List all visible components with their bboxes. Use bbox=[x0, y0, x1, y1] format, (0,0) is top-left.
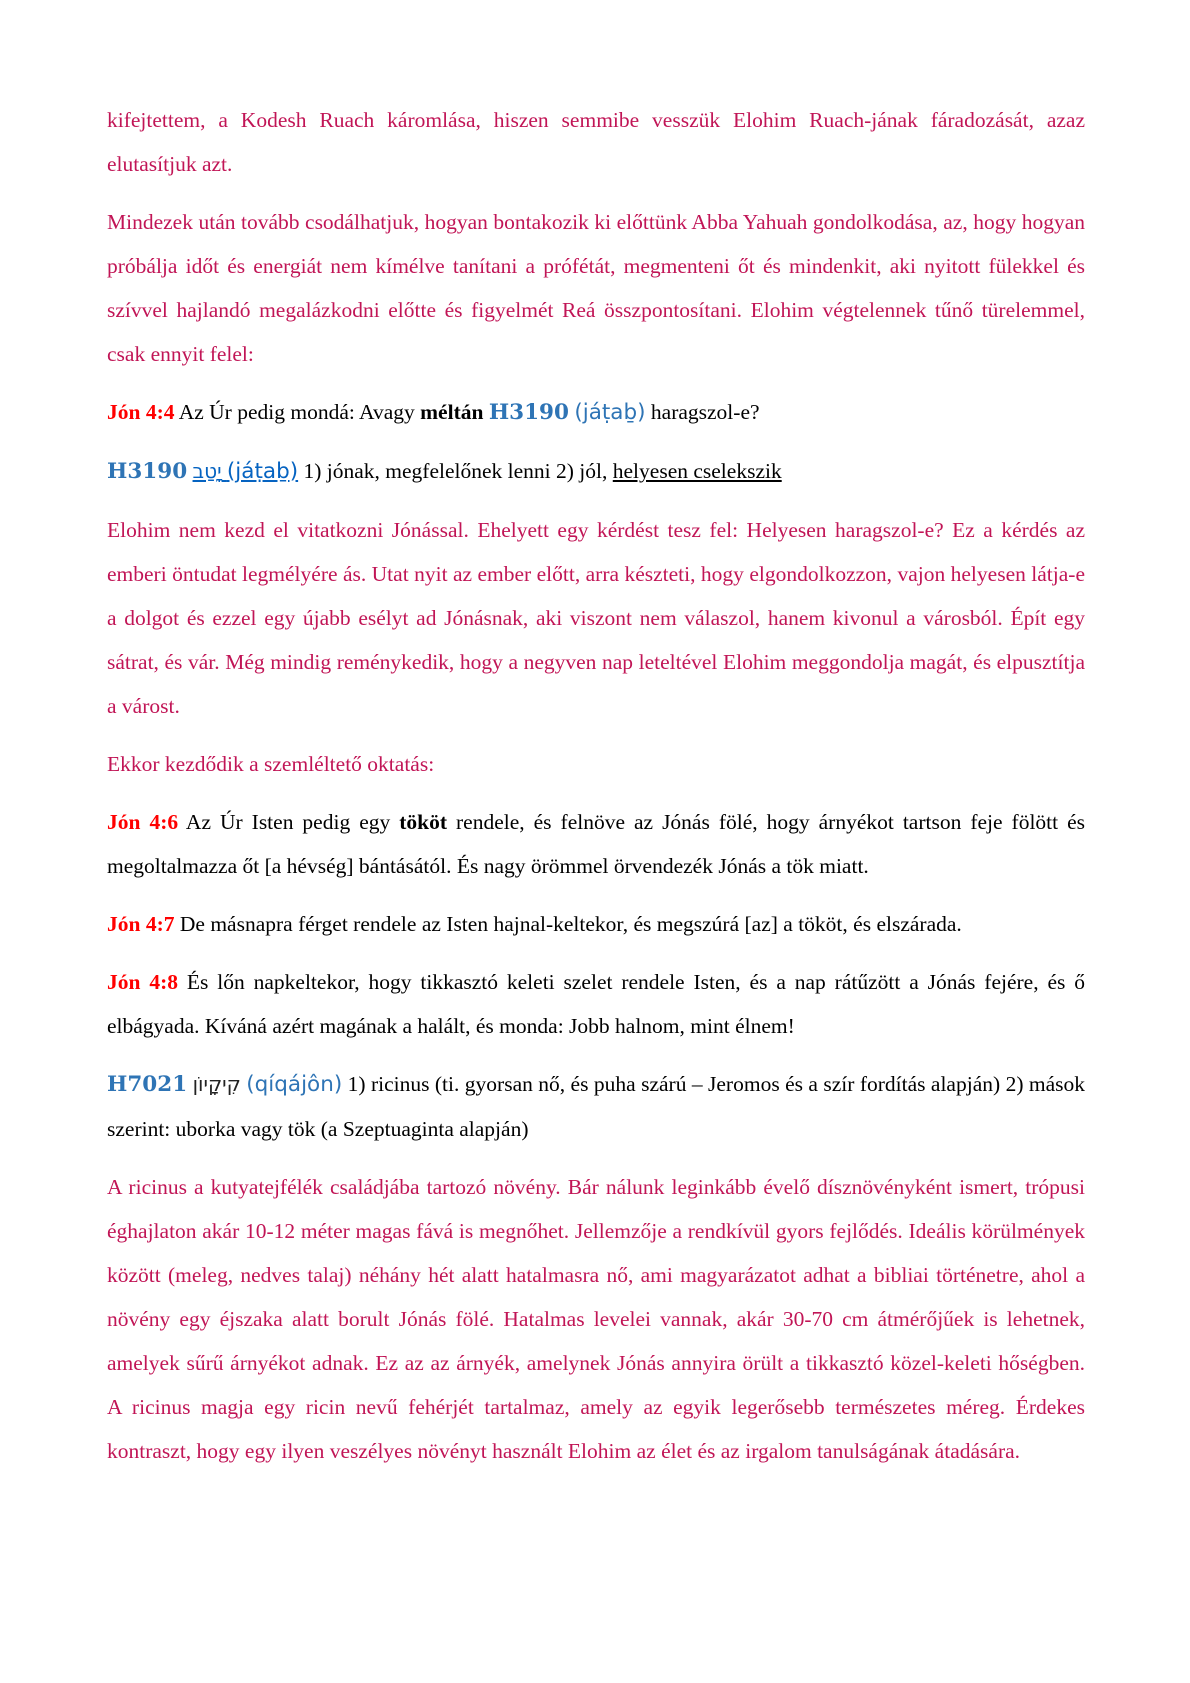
paragraph-lesson-intro-text: Ekkor kezdődik a szemléltető oktatás: bbox=[107, 752, 435, 776]
verse-emphasis: méltán bbox=[420, 400, 484, 424]
transliteration-jatab-link[interactable]: (jáṭaḇ) bbox=[226, 459, 299, 484]
paragraph-elohim-question bbox=[107, 508, 1085, 728]
verse-reference: Jón 4:6 bbox=[107, 810, 179, 834]
verse-jon-4-4 bbox=[107, 390, 1085, 435]
hebrew-word-jatab[interactable]: יָטַב bbox=[192, 459, 222, 483]
paragraph-lesson-intro bbox=[107, 742, 1085, 786]
verse-emphasis: tököt bbox=[399, 810, 448, 834]
definition-underlined-phrase: helyesen cselekszik bbox=[612, 459, 782, 483]
paragraph-reflection bbox=[107, 200, 1085, 376]
paragraph-ricinus bbox=[107, 1165, 1085, 1473]
strongs-code-h7021-label: H7021 bbox=[107, 1072, 188, 1097]
strongs-code-h3190-label: H3190 bbox=[107, 459, 188, 484]
strongs-h7021-definition bbox=[107, 1062, 1085, 1151]
strongs-code-h3190: H3190 bbox=[488, 400, 569, 425]
definition-text: 1) ricinus (ti. gyorsan nő, és puha szárú – Jeromos és a szír fordítás alapján) 2) mások szerint: uborka vagy tök (a Szeptuaginta alapján) bbox=[107, 1072, 1086, 1141]
verse-text: De másnapra férget rendele az Isten hajnal-keltekor, és megszúrá [az] a tököt, és elszárada. bbox=[179, 912, 962, 936]
paragraph-elohim-question-text: Elohim nem kezd el vitatkozni Jónással. Ehelyett egy kérdést tesz fel: Helyesen haragszol-e? Ez a kérdés az emberi öntudat legmélyére ás. Utat nyit az ember előtt, arra készteti, hogy elgondolkozzon, vajon helyesen látja-e a dolgot és ezzel egy újabb esélyt ad Jónásnak, aki viszont nem válaszol, hanem kivonul a városból. Épít egy sátrat, és vár. Még mindig reménykedik, hogy a negyven nap leteltével Elohim meggondolja magát, és elpusztítja a várost. bbox=[107, 518, 1085, 718]
verse-text: És lőn napkeltekor, hogy tikkasztó keleti szelet rendele Isten, és a nap rátűzött a Jónás fejére, és ő elbágyada. Kíváná azért magának a halált, és monda: Jobb halnom, mint élnem! bbox=[107, 970, 1085, 1038]
strongs-h3190-definition bbox=[107, 449, 1085, 494]
paragraph-intro-text: kifejtettem, a Kodesh Ruach káromlása, hiszen semmibe vesszük Elohim Ruach-jának fáradozását, azaz elutasítjuk azt. bbox=[107, 108, 1085, 176]
hebrew-word-qiqajon: קִיקָיוֹן bbox=[192, 1072, 241, 1096]
strongs-h3190-link[interactable] bbox=[193, 459, 299, 483]
definition-text: 1) jónak, megfelelőnek lenni 2) jól, bbox=[303, 459, 608, 483]
verse-text-pre: Az Úr Isten pedig egy bbox=[185, 810, 391, 834]
verse-text-post: haragszol-e? bbox=[650, 400, 760, 424]
transliteration-jatab: (jáṭaḇ) bbox=[574, 400, 646, 425]
verse-text-pre: Az Úr pedig mondá: Avagy bbox=[178, 400, 415, 424]
paragraph-ricinus-text: A ricinus a kutyatejfélék családjába tartozó növény. Bár nálunk leginkább évelő dísznövényként ismert, trópusi éghajlaton akár 10-12 méter magas fává is megnőhet. Jellemzője a rendkívül gyors fejlődés. Ideális körülmények között (meleg, nedves talaj) néhány hét alatt hatalmasra nő, ami magyarázatot adhat a bibliai történetre, ahol a növény egy éjszaka alatt borult Jónás fölé. Hatalmas levelei vannak, akár 30-70 cm átmérőjűek is lehetnek, amelyek sűrű árnyékot adnak. Ez az az árnyék, amelynek Jónás annyira örült a tikkasztó közel-keleti hőségben. A ricinus magja egy ricin nevű fehérjét tartalmaz, amely az egyik legerősebb természetes méreg. Érdekes kontraszt, hogy egy ilyen veszélyes növényt használt Elohim az élet és az irgalom tanulságának átadására. bbox=[107, 1175, 1085, 1463]
verse-reference: Jón 4:7 bbox=[107, 912, 175, 936]
paragraph-reflection-text: Mindezek után tovább csodálhatjuk, hogyan bontakozik ki előttünk Abba Yahuah gondolkodása, az, hogy hogyan próbálja időt és energiát nem kímélve tanítani a prófétát, megmenteni őt és mindenkit, aki nyitott fülekkel és szívvel hajlandó megalázkodni előtte és figyelmét Reá összpontosítani. Elohim végtelennek tűnő türelemmel, csak ennyit felel: bbox=[107, 210, 1085, 366]
verse-jon-4-7 bbox=[107, 902, 1085, 946]
verse-reference: Jón 4:8 bbox=[107, 970, 178, 994]
verse-jon-4-8 bbox=[107, 960, 1085, 1048]
verse-reference: Jón 4:4 bbox=[107, 400, 175, 424]
verse-jon-4-6 bbox=[107, 800, 1085, 888]
verse-text-post: rendele, és felnöve az Jónás fölé, hogy árnyékot tartson feje fölött és megoltalmazza őt [a hévség] bántásától. És nagy örömmel örvendezék Jónás a tök miatt. bbox=[107, 810, 1086, 878]
transliteration-qiqajon: (qíqájôn) bbox=[246, 1072, 343, 1097]
paragraph-intro-continuation bbox=[107, 98, 1085, 186]
